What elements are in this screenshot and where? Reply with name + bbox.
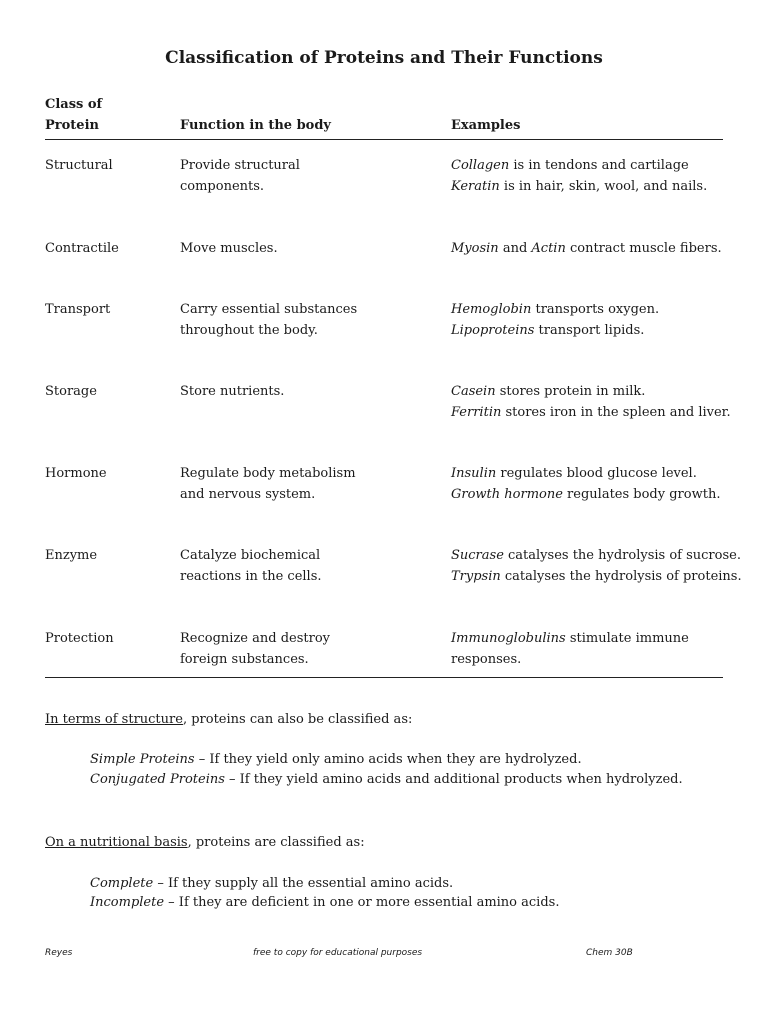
header-class-line2: Protein [45, 118, 99, 133]
protein-function [180, 545, 440, 587]
footer-course: Chem 30B [586, 948, 633, 958]
example-description: responses. [451, 652, 522, 667]
example-protein-name: Hemoglobin [451, 302, 532, 317]
example-description: regulates blood glucose level. [496, 466, 697, 481]
nutrition-lead-rest: , proteins are classified as: [187, 835, 365, 850]
nutrition-lead-underlined: On a nutritional basis [45, 835, 188, 850]
header-examples: Examples [451, 118, 521, 133]
function-line: foreign substances. [180, 652, 309, 667]
example-protein-name: Casein [451, 384, 496, 399]
header-function: Function in the body [180, 118, 331, 133]
protein-function [180, 155, 440, 197]
footer-author: Reyes [45, 948, 73, 958]
structure-item-desc: – If they yield amino acids and additional products when hydrolyzed. [224, 772, 683, 787]
protein-examples [451, 299, 751, 341]
protein-class: Contractile [45, 241, 119, 256]
protein-class: Storage [45, 384, 97, 399]
function-line: Carry essential substances [180, 302, 358, 317]
example-line [451, 299, 751, 320]
example-protein-name: Collagen [451, 158, 510, 173]
protein-class: Transport [45, 302, 111, 317]
function-line: Provide structural [180, 158, 300, 173]
example-description: stores iron in the spleen and liver. [501, 405, 731, 420]
example-protein-name: Ferritin [451, 405, 502, 420]
protein-class: Protection [45, 631, 114, 646]
example-description: transports oxygen. [531, 302, 660, 317]
example-description: regulates body growth. [562, 487, 721, 502]
example-description: catalyses the hydrolysis of proteins. [500, 569, 742, 584]
structure-lead-rest: , proteins can also be classified as: [182, 712, 413, 727]
example-line [451, 566, 751, 587]
example-line [451, 463, 751, 484]
example-description: is in tendons and cartilage [509, 158, 689, 173]
function-line: Catalyze biochemical [180, 548, 321, 563]
protein-class: Hormone [45, 466, 107, 481]
structure-section-lead [45, 710, 412, 730]
function-line: Recognize and destroy [180, 631, 330, 646]
example-protein-name: Trypsin [451, 569, 501, 584]
example-description: stores protein in milk. [495, 384, 646, 399]
example-protein-name: Insulin [451, 466, 497, 481]
example-line [451, 649, 751, 670]
nutrition-item [90, 893, 559, 913]
protein-examples [451, 628, 751, 670]
nutrition-item [90, 874, 453, 894]
example-protein-name: Immunoglobulins [451, 631, 566, 646]
example-protein-name: Myosin [451, 241, 499, 256]
example-protein-name: Keratin [451, 179, 500, 194]
protein-function [180, 628, 440, 670]
table-bottom-rule [45, 677, 723, 678]
example-description: catalyses the hydrolysis of sucrose. [503, 548, 741, 563]
function-line: components. [180, 179, 265, 194]
protein-class: Structural [45, 158, 113, 173]
example-protein-name: Growth hormone [451, 487, 563, 502]
structure-item-term: Conjugated Proteins [90, 772, 225, 787]
function-line: Move muscles. [180, 241, 278, 256]
protein-function [180, 381, 440, 402]
nutrition-item-term: Complete [90, 876, 154, 891]
example-description: contract muscle fibers. [565, 241, 722, 256]
structure-item-term: Simple Proteins [90, 752, 195, 767]
protein-examples [451, 545, 751, 587]
protein-examples [451, 155, 751, 197]
nutrition-item-desc: – If they supply all the essential amino acids. [153, 876, 454, 891]
protein-function [180, 463, 440, 505]
function-line: and nervous system. [180, 487, 316, 502]
structure-item [90, 750, 582, 770]
example-line [451, 238, 751, 259]
example-line [451, 381, 751, 402]
protein-class: Enzyme [45, 548, 98, 563]
example-description: and [498, 241, 532, 256]
example-line [451, 628, 751, 649]
protein-examples [451, 381, 751, 423]
function-line: reactions in the cells. [180, 569, 322, 584]
example-protein-name: Actin [531, 241, 566, 256]
page-title: Classification of Proteins and Their Functions [165, 48, 603, 68]
structure-item-desc: – If they yield only amino acids when they are hydrolyzed. [194, 752, 582, 767]
function-line: Store nutrients. [180, 384, 285, 399]
header-class-line1: Class of [45, 97, 103, 112]
example-description: is in hair, skin, wool, and nails. [499, 179, 708, 194]
protein-function [180, 299, 440, 341]
example-line [451, 155, 751, 176]
example-protein-name: Lipoproteins [451, 323, 535, 338]
protein-function [180, 238, 440, 259]
structure-item [90, 770, 683, 790]
protein-examples [451, 463, 751, 505]
nutrition-item-desc: – If they are deficient in one or more essential amino acids. [164, 895, 560, 910]
function-line: throughout the body. [180, 323, 318, 338]
example-description: transport lipids. [534, 323, 645, 338]
example-line [451, 545, 751, 566]
nutrition-item-term: Incomplete [90, 895, 165, 910]
example-line [451, 320, 751, 341]
table-top-rule [45, 139, 723, 140]
function-line: Regulate body metabolism [180, 466, 356, 481]
example-line [451, 176, 751, 197]
footer-note: free to copy for educational purposes [253, 948, 423, 958]
header-class [45, 94, 102, 136]
example-description: stimulate immune [565, 631, 689, 646]
example-line [451, 484, 751, 505]
example-line [451, 402, 751, 423]
structure-lead-underlined: In terms of structure [45, 712, 183, 727]
example-protein-name: Sucrase [451, 548, 504, 563]
protein-examples [451, 238, 751, 259]
nutrition-section-lead [45, 833, 365, 853]
